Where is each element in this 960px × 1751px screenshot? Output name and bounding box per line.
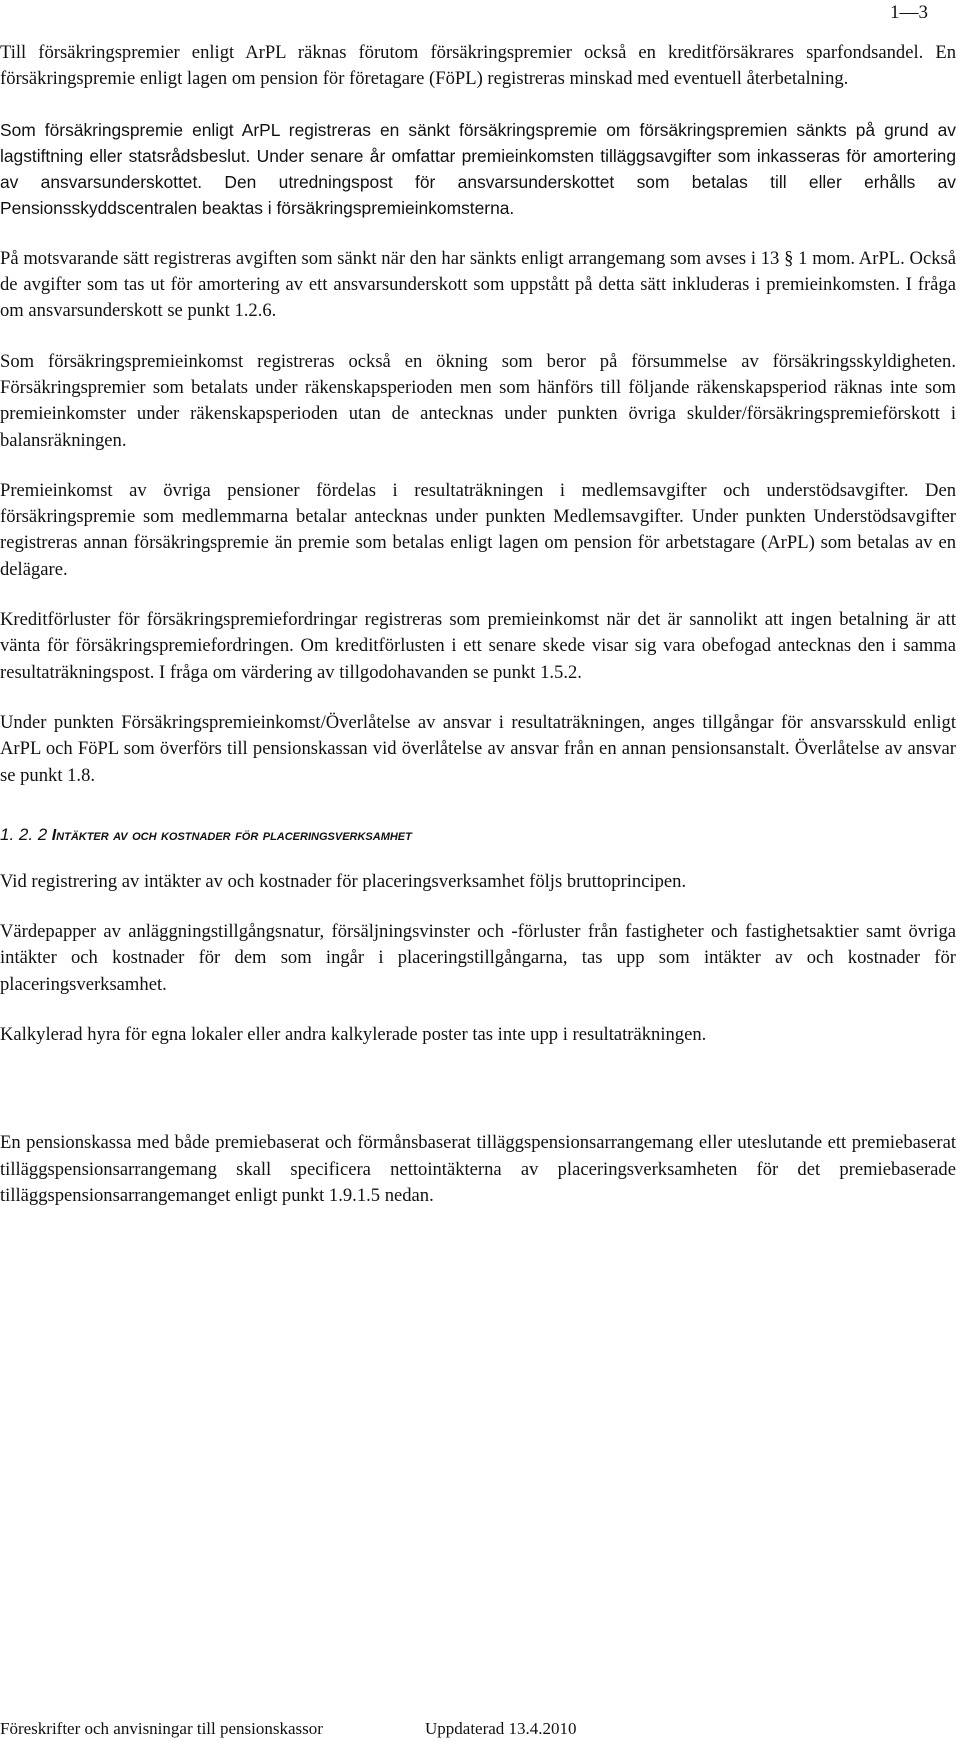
paragraph: Kreditförluster för försäkringspremiefordringar registreras som premieinkomst när det är sannolikt att ingen betalning är att vänta för försäkringspremiefordringen. Om kreditförlusten i ett senare skede visar sig vara obefogad antecknas den i samma resultaträkningspost. I fråga om värdering av tillgodohavanden se punkt 1.5.2. bbox=[0, 609, 956, 683]
paragraph: Kalkylerad hyra för egna lokaler eller andra kalkylerade poster tas inte upp i resultaträkningen. bbox=[0, 1024, 707, 1046]
section-title: Intäkter av och kostnader för placeringsverksamhet bbox=[51, 826, 412, 844]
section-heading bbox=[0, 825, 956, 845]
document-body bbox=[0, 40, 956, 1233]
paragraph: Premieinkomst av övriga pensioner fördelas i resultaträkningen i medlemsavgifter och understödsavgifter. Den försäkringspremie som medlemmarna betalar antecknas under punkten Medlemsavgifter. Under punkten Understödsavgifter registreras annan försäkringspremie än premie som betalas enligt lagen om pension för arbetstagare (ArPL) som betalas av en delägare. bbox=[0, 479, 956, 580]
footer-updated-date: Uppdaterad 13.4.2010 bbox=[425, 1719, 577, 1738]
footer-document-title: Föreskrifter och anvisningar till pensionskassor bbox=[0, 1719, 323, 1738]
paragraph: En pensionskassa med både premiebaserat och förmånsbaserat tilläggspensionsarrangemang eller uteslutande ett premiebaserat tilläggspensionsarrangemang skall specificera nettointäkterna av placeringsverksamheten för det premiebaserade tilläggspensionsarrangemanget enligt punkt 1.9.1.5 nedan. bbox=[0, 1132, 956, 1206]
paragraph: Vid registrering av intäkter av och kostnader för placeringsverksamhet följs bruttoprincipen. bbox=[0, 870, 687, 892]
paragraph: Som försäkringspremie enligt ArPL registreras en sänkt försäkringspremie om försäkringspremien sänkts på grund av lagstiftning eller statsrådsbeslut. Under senare år omfattar premieinkomsten tilläggsavgifter som inkasseras för amortering av ansvarsunderskottet. Den utredningspost för ansvarsunderskottet som betalas till eller erhålls av Pensionsskyddscentralen beaktas i försäkringspremieinkomsterna. bbox=[0, 119, 956, 219]
paragraph: Under punkten Försäkringspremieinkomst/Överlåtelse av ansvar i resultaträkningen, anges tillgångar för ansvarsskuld enligt ArPL och FöPL som överförs till pensionskassan vid överlåtelse av ansvar från en annan pensionsanstalt. Överlåtelse av ansvar se punkt 1.8. bbox=[0, 711, 956, 786]
paragraph: Värdepapper av anläggningstillgångsnatur, försäljningsvinster och -förluster från fastigheter och fastighetsaktier samt övriga intäkter och kostnader för dem som ingår i placeringstillgångarna, tas upp som intäkter av och kostnader för placeringsverksamhet. bbox=[0, 921, 956, 995]
section-number: 1. 2. 2 bbox=[0, 824, 48, 844]
spacer bbox=[0, 1072, 956, 1130]
paragraph: På motsvarande sätt registreras avgiften som sänkt när den har sänkts enligt arrangemang som avses i 13 § 1 mom. ArPL. Också de avgifter som tas ut för amortering av ett ansvarsunderskott som uppstått på detta sätt inkluderas i premieinkomsten. I fråga om ansvarsunderskott se punkt 1.2.6. bbox=[0, 247, 956, 322]
page-number: 1—3 bbox=[890, 2, 928, 23]
paragraph: Som försäkringspremieinkomst registreras också en ökning som beror på försummelse av försäkringsskyldigheten. Försäkringspremier som betalats under räkenskapsperioden men som hänförs till följande räkenskapsperiod räknas inte som premieinkomster under räkenskapsperioden utan de antecknas under punkten övriga skulder/försäkringspremieförskott i balansräkningen. bbox=[0, 350, 956, 451]
paragraph: Till försäkringspremier enligt ArPL räknas förutom försäkringspremier också en kreditförsäkrares sparfondsandel. En försäkringspremie enligt lagen om pension för företagare (FöPL) registreras minskad med eventuell återbetalning. bbox=[0, 42, 956, 90]
